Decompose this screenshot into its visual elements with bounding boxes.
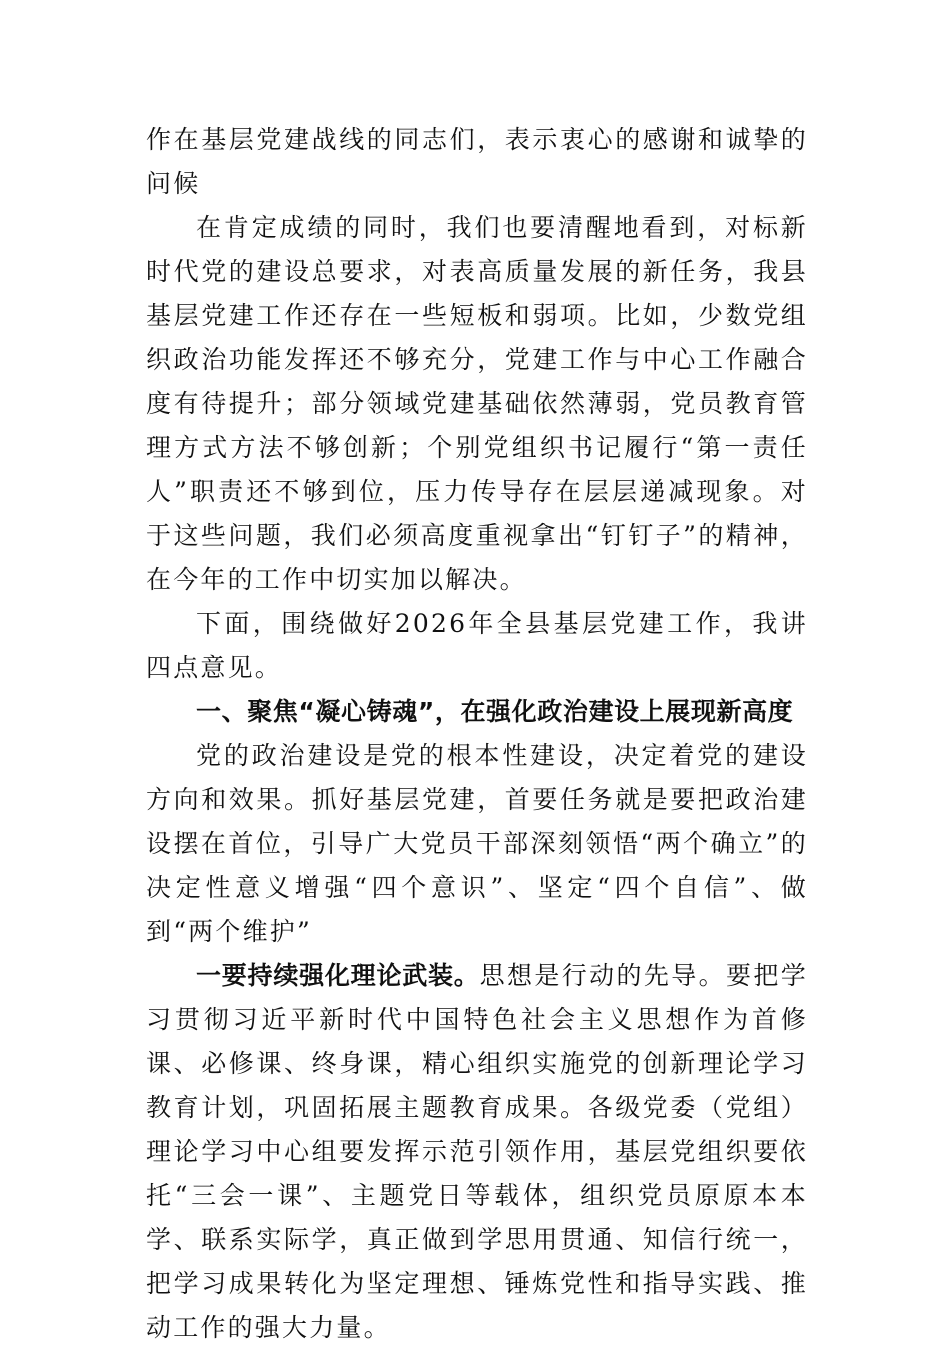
paragraph-body-text: 思想是行动的先导。要把学习贯彻习近平新时代中国特色社会主义思想作为首修课、必修课、终身课，精心组织实施党的创新理论学习教育计划，巩固拓展主题教育成果。各级党委（党组）理论学习中心组要发挥示范引领作用，基层党组织要依托“三会一课”、主题党日等载体，组织党员原原本本学、联系实际学，真正做到学思用贯通、知信行统一，把学习成果转化为坚定理想、锤炼党性和指导实践、推动工作的强大力量。	[146, 961, 808, 1342]
section-heading-one: 一、聚焦“凝心铸魂”，在强化政治建设上展现新高度	[196, 697, 794, 726]
document-body	[146, 118, 808, 1350]
paragraph-continuation: 作在基层党建战线的同志们，表示衷心的感谢和诚挚的问候	[146, 125, 808, 198]
paragraph-four-opinions: 下面，围绕做好2026年全县基层党建工作，我讲四点意见。	[146, 609, 808, 682]
paragraph-theory-armament	[146, 954, 808, 1350]
paragraph-lead-phrase: 一要持续强化理论武装。	[196, 961, 480, 990]
paragraph-political-construction: 党的政治建设是党的根本性建设，决定着党的建设方向和效果。抓好基层党建，首要任务就是要把政治建设摆在首位，引导广大党员干部深刻领悟“两个确立”的决定性意义增强“四个意识”、坚定“四个自信”、做到“两个维护”	[146, 741, 808, 946]
paragraph-shortcomings: 在肯定成绩的同时，我们也要清醒地看到，对标新时代党的建设总要求，对表高质量发展的新任务，我县基层党建工作还存在一些短板和弱项。比如，少数党组织政治功能发挥还不够充分，党建工作与中心工作融合度有待提升；部分领域党建基础依然薄弱，党员教育管理方式方法不够创新；个别党组织书记履行“第一责任人”职责还不够到位，压力传导存在层层递减现象。对于这些问题，我们必须高度重视拿出“钉钉子”的精神，在今年的工作中切实加以解决。	[146, 213, 808, 594]
